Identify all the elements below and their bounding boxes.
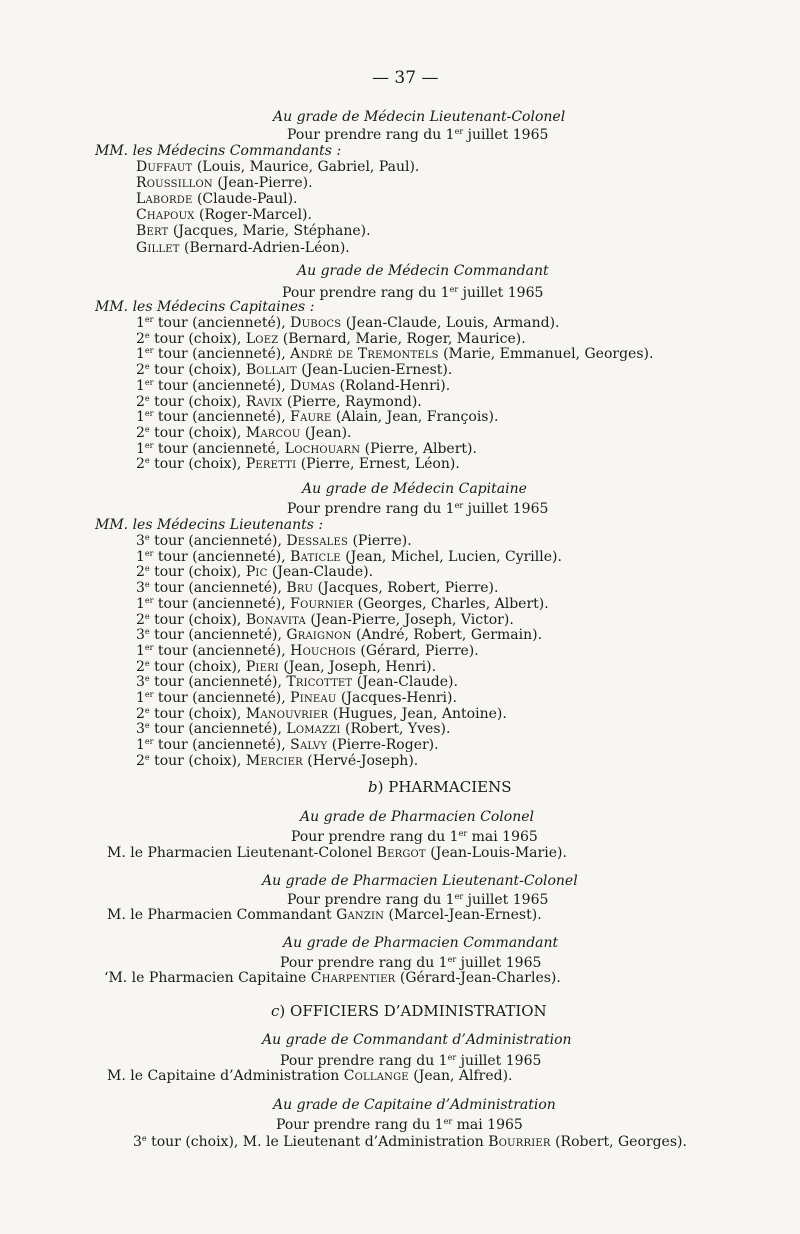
officer-name: Fournier xyxy=(290,595,354,612)
rank-ordinal: er xyxy=(447,1053,457,1062)
tour-number: 1 xyxy=(136,409,145,426)
rank-date: juillet 1965 xyxy=(463,127,549,143)
tour-ordinal: er xyxy=(144,377,154,387)
tour-number: 1 xyxy=(136,315,145,331)
section-label: ) PHARMACIENS xyxy=(377,778,512,796)
officer-details: (Hugues, Jean, Antoine). xyxy=(328,705,507,722)
rank-prefix: Pour prendre rang du 1 xyxy=(280,955,448,971)
rank-date: mai 1965 xyxy=(452,1117,523,1133)
officer-details: (André, Robert, Germain). xyxy=(351,627,543,644)
list-item xyxy=(136,240,350,256)
grade-heading: Au grade de Pharmacien Commandant xyxy=(283,935,559,951)
line-prefix: M. le Pharmacien Commandant xyxy=(107,907,337,923)
tour-ordinal: er xyxy=(144,346,154,356)
list-item xyxy=(136,564,373,580)
rank-ordinal: er xyxy=(454,127,464,136)
officer-name: Pineau xyxy=(290,690,337,706)
officer-name: Pic xyxy=(245,564,268,581)
tour-number: 2 xyxy=(136,658,145,675)
rank-line xyxy=(291,829,538,845)
tour-number: 2 xyxy=(136,362,145,379)
rank-date: juillet 1965 xyxy=(463,892,549,908)
officer-details: (Marie, Emmanuel, Georges). xyxy=(438,346,654,363)
officer-name: Marcou xyxy=(245,424,301,441)
section-heading xyxy=(368,779,511,795)
officer-name: Dubocs xyxy=(290,315,342,331)
officer-details: (Georges, Charles, Albert). xyxy=(353,595,549,612)
officer-details: (Pierre). xyxy=(348,533,412,549)
list-item xyxy=(136,441,477,457)
tour-number: 1 xyxy=(136,690,145,706)
promotion-line xyxy=(133,1134,687,1150)
officer-name: Lochouarn xyxy=(284,440,361,457)
list-item xyxy=(136,753,418,769)
list-item xyxy=(136,533,412,549)
tour-number: 1 xyxy=(136,548,145,565)
officer-name: Charpentier xyxy=(310,970,396,986)
rank-ordinal: er xyxy=(449,285,459,294)
officer-details: (Jean-Claude, Louis, Armand). xyxy=(341,315,560,331)
tour-number: 2 xyxy=(136,611,145,628)
tour-ordinal: e xyxy=(144,533,150,542)
section-letter: b xyxy=(368,778,378,796)
line-prefix: tour (choix), M. le Lieutenant d’Administration xyxy=(146,1134,489,1150)
officer-name: Graignon xyxy=(286,627,352,644)
tour-ordinal: er xyxy=(144,409,154,419)
officer-details: (Gérard, Pierre). xyxy=(355,642,479,659)
tour-number: 3 xyxy=(136,721,145,738)
officer-name: Bru xyxy=(286,580,314,597)
rank-date: juillet 1965 xyxy=(463,501,549,517)
tour-type: tour (ancienneté), xyxy=(153,690,291,706)
officer-details: (Jean-Pierre). xyxy=(212,175,313,192)
tour-type: tour (choix), xyxy=(149,705,246,722)
section-heading xyxy=(271,1003,547,1019)
tour-number: 2 xyxy=(136,705,145,722)
officer-name: Bert xyxy=(136,223,169,240)
officer-name: Roussillon xyxy=(136,175,213,192)
list-item xyxy=(136,737,439,753)
tour-ordinal: e xyxy=(144,721,150,731)
line-prefix: ‘M. le Pharmacien Capitaine xyxy=(104,970,311,986)
list-item xyxy=(136,223,371,239)
rank-line xyxy=(280,1053,541,1069)
tour-number: 3 xyxy=(136,533,145,549)
list-item xyxy=(136,331,526,347)
list-item xyxy=(136,191,298,207)
list-item xyxy=(136,627,542,643)
officer-details: (Hervé-Joseph). xyxy=(302,752,419,769)
officer-details: (Claude-Paul). xyxy=(192,191,298,208)
rank-prefix: Pour prendre rang du 1 xyxy=(276,1117,444,1133)
officer-name: Baticle xyxy=(290,548,341,565)
tour-ordinal: er xyxy=(144,595,154,605)
promotion-line xyxy=(104,970,561,986)
grade-heading: Au grade de Commandant d’Administration xyxy=(262,1032,572,1048)
tour-number: 2 xyxy=(136,330,145,347)
tour-type: tour (ancienneté), xyxy=(153,548,291,565)
tour-ordinal: er xyxy=(144,690,154,699)
tour-type: tour (ancienneté), xyxy=(153,409,291,426)
tour-type: tour (choix), xyxy=(149,564,246,581)
officer-details: (Jacques-Henri). xyxy=(336,690,457,706)
tour-type: tour (ancienneté), xyxy=(153,642,291,659)
tour-type: tour (ancienneté), xyxy=(149,627,287,644)
tour-ordinal: er xyxy=(144,548,154,558)
tour-ordinal: e xyxy=(144,752,150,762)
tour-number: 1 xyxy=(136,377,145,394)
list-item xyxy=(136,643,479,659)
list-intro: MM. les Médecins Lieutenants : xyxy=(95,517,324,533)
officer-details: (Pierre, Ernest, Léon). xyxy=(296,456,460,473)
line-suffix: (Jean-Louis-Marie). xyxy=(425,845,567,861)
rank-line xyxy=(287,892,548,908)
list-item xyxy=(136,346,653,362)
tour-type: tour (ancienneté), xyxy=(153,595,291,612)
list-item xyxy=(136,362,452,378)
officer-details: (Louis, Maurice, Gabriel, Paul). xyxy=(192,159,420,175)
list-item xyxy=(136,456,460,472)
rank-prefix: Pour prendre rang du 1 xyxy=(280,1053,448,1069)
promotion-line xyxy=(107,1068,513,1084)
line-suffix: (Gérard-Jean-Charles). xyxy=(395,970,561,986)
list-item xyxy=(136,315,560,331)
promotion-line xyxy=(107,907,542,923)
tour-number: 2 xyxy=(136,424,145,441)
tour-type: tour (choix), xyxy=(149,362,246,379)
officer-name: André de Tremontels xyxy=(290,346,439,363)
list-item xyxy=(136,549,562,565)
tour-type: tour (choix), xyxy=(149,752,246,769)
line-prefix: M. le Pharmacien Lieutenant-Colonel xyxy=(107,845,377,861)
rank-line xyxy=(280,955,541,971)
grade-heading: Au grade de Médecin Commandant xyxy=(297,263,549,279)
list-item xyxy=(136,159,419,175)
rank-prefix: Pour prendre rang du 1 xyxy=(287,127,455,143)
section-letter: c xyxy=(271,1002,280,1020)
tour-number: 1 xyxy=(136,642,145,659)
rank-date: juillet 1965 xyxy=(458,285,544,301)
officer-name: Dumas xyxy=(290,377,336,394)
tour-number: 3 xyxy=(136,674,145,691)
officer-details: (Jean). xyxy=(300,424,352,441)
list-item xyxy=(136,425,351,441)
officer-details: (Jacques, Robert, Pierre). xyxy=(313,580,499,597)
officer-name: Duffaut xyxy=(136,159,193,175)
tour-type: tour (choix), xyxy=(149,393,246,410)
officer-name: Bourrier xyxy=(488,1134,551,1150)
officer-name: Chapoux xyxy=(136,207,195,224)
officer-name: Salvy xyxy=(290,737,328,754)
tour-type: tour (choix), xyxy=(149,456,246,473)
tour-ordinal: e xyxy=(144,705,150,715)
rank-ordinal: er xyxy=(454,892,464,901)
list-item xyxy=(136,207,312,223)
page-number: — 37 — xyxy=(372,68,439,88)
tour-type: tour (choix), xyxy=(149,658,246,675)
rank-prefix: Pour prendre rang du 1 xyxy=(287,501,455,517)
officer-name: Manouvrier xyxy=(245,705,329,722)
tour-number: 3 xyxy=(136,627,145,644)
list-item xyxy=(136,596,549,612)
officer-details: (Jean-Claude). xyxy=(352,674,458,691)
tour-ordinal: e xyxy=(144,658,150,668)
officer-name: Houchois xyxy=(290,642,356,659)
list-item xyxy=(136,706,507,722)
tour-number: 1 xyxy=(136,595,145,612)
section-label: ) OFFICIERS D’ADMINISTRATION xyxy=(279,1002,547,1020)
officer-details: (Jean-Claude). xyxy=(267,564,374,581)
tour-ordinal: e xyxy=(144,456,150,466)
officer-name: Loez xyxy=(245,330,279,347)
officer-name: Pieri xyxy=(245,658,279,675)
grade-heading: Au grade de Médecin Lieutenant-Colonel xyxy=(273,109,566,125)
tour-number: 1 xyxy=(136,346,145,363)
line-suffix: (Marcel-Jean-Ernest). xyxy=(384,907,542,923)
tour-type: tour (ancienneté), xyxy=(149,533,287,549)
tour-number: 1 xyxy=(136,440,145,457)
officer-details: (Bernard-Adrien-Léon). xyxy=(179,239,350,256)
tour-ordinal: er xyxy=(144,315,154,324)
officer-name: Gillet xyxy=(136,239,180,256)
rank-line xyxy=(276,1117,523,1133)
tour-type: tour (ancienneté), xyxy=(149,580,287,597)
officer-details: (Jean-Pierre, Joseph, Victor). xyxy=(305,611,514,628)
officer-details: (Robert, Yves). xyxy=(340,721,451,738)
promotion-line xyxy=(107,845,567,861)
tour-number: 1 xyxy=(136,737,145,754)
list-item xyxy=(136,394,422,410)
tour-ordinal: e xyxy=(144,564,150,574)
tour-type: tour (ancienneté), xyxy=(153,346,291,363)
officer-details: (Jean, Michel, Lucien, Cyrille). xyxy=(340,548,562,565)
list-item xyxy=(136,674,458,690)
officer-details: (Pierre-Roger). xyxy=(327,737,439,754)
tour-ordinal: e xyxy=(144,393,150,403)
list-item xyxy=(136,175,313,191)
officer-details: (Pierre, Raymond). xyxy=(282,393,422,410)
list-item xyxy=(136,690,457,706)
officer-name: Lomazzi xyxy=(286,721,341,738)
officer-details: (Pierre, Albert). xyxy=(360,440,477,457)
line-suffix: (Robert, Georges). xyxy=(550,1134,687,1150)
rank-line xyxy=(282,285,543,301)
officer-name: Mercier xyxy=(245,752,303,769)
tour-number: 2 xyxy=(136,393,145,410)
officer-name: Ganzin xyxy=(336,907,385,923)
list-item xyxy=(136,580,498,596)
officer-name: Peretti xyxy=(245,456,297,473)
grade-heading: Au grade de Capitaine d’Administration xyxy=(273,1097,556,1113)
tour-ordinal: e xyxy=(144,330,150,340)
grade-heading: Au grade de Pharmacien Colonel xyxy=(300,809,534,825)
list-item xyxy=(136,612,514,628)
tour-ordinal: e xyxy=(144,674,150,684)
grade-heading: Au grade de Médecin Capitaine xyxy=(302,481,527,497)
line-suffix: (Jean, Alfred). xyxy=(408,1068,513,1084)
officer-details: (Jean-Lucien-Ernest). xyxy=(296,362,453,379)
rank-date: juillet 1965 xyxy=(456,1053,542,1069)
list-item xyxy=(136,659,436,675)
list-intro: MM. les Médecins Commandants : xyxy=(95,143,342,159)
tour-ordinal: e xyxy=(144,424,150,434)
tour-number: 2 xyxy=(136,752,145,769)
officer-name: Ravix xyxy=(245,393,283,410)
tour-ordinal: e xyxy=(144,627,150,637)
officer-details: (Roland-Henri). xyxy=(335,377,451,394)
tour-ordinal: er xyxy=(144,737,154,747)
tour-type: tour (choix), xyxy=(149,424,246,441)
tour-type: tour (ancienneté), xyxy=(153,377,291,394)
tour-type: tour (choix), xyxy=(149,330,246,347)
list-item xyxy=(136,721,450,737)
rank-prefix: Pour prendre rang du 1 xyxy=(291,829,459,845)
tour-ordinal: e xyxy=(144,611,150,621)
tour-number: 2 xyxy=(136,564,145,581)
officer-name: Bollait xyxy=(245,362,297,379)
officer-name: Dessales xyxy=(286,533,349,549)
officer-name: Bergot xyxy=(376,845,426,861)
tour-ordinal: er xyxy=(144,440,154,450)
officer-details: (Bernard, Marie, Roger, Maurice). xyxy=(278,330,526,347)
officer-name: Tricottet xyxy=(286,674,353,691)
rank-ordinal: er xyxy=(447,955,457,964)
rank-prefix: Pour prendre rang du 1 xyxy=(282,285,450,301)
rank-line xyxy=(287,127,548,143)
tour-type: tour (choix), xyxy=(149,611,246,628)
officer-name: Bonavita xyxy=(245,611,306,628)
rank-ordinal: er xyxy=(443,1117,453,1126)
officer-name: Collange xyxy=(343,1068,409,1084)
officer-details: (Roger-Marcel). xyxy=(194,207,312,224)
officer-name: Laborde xyxy=(136,191,193,208)
list-item xyxy=(136,409,498,425)
rank-date: mai 1965 xyxy=(467,829,538,845)
officer-details: (Alain, Jean, François). xyxy=(331,409,499,426)
tour-ordinal: e xyxy=(144,362,150,372)
tour-type: tour (ancienneté), xyxy=(153,737,291,754)
rank-prefix: Pour prendre rang du 1 xyxy=(287,892,455,908)
list-item xyxy=(136,378,450,394)
tour-number: 2 xyxy=(136,456,145,473)
tour-type: tour (ancienneté), xyxy=(149,674,287,691)
tour-type: tour (ancienneté), xyxy=(149,721,287,738)
tour-type: tour (ancienneté, xyxy=(153,440,285,457)
officer-name: Faure xyxy=(290,409,332,426)
list-intro: MM. les Médecins Capitaines : xyxy=(95,299,315,315)
tour-ordinal: e xyxy=(144,580,150,590)
grade-heading: Au grade de Pharmacien Lieutenant-Colonel xyxy=(262,873,578,889)
tour-number: 3 xyxy=(136,580,145,597)
tour-type: tour (ancienneté), xyxy=(153,315,291,331)
line-prefix: M. le Capitaine d’Administration xyxy=(107,1068,344,1084)
tour-ordinal: er xyxy=(144,642,154,652)
tour-number: 3 xyxy=(133,1134,142,1150)
officer-details: (Jean, Joseph, Henri). xyxy=(278,658,437,675)
rank-ordinal: er xyxy=(454,501,464,510)
rank-ordinal: er xyxy=(458,829,468,838)
officer-details: (Jacques, Marie, Stéphane). xyxy=(168,223,371,240)
rank-date: juillet 1965 xyxy=(456,955,542,971)
tour-ordinal: e xyxy=(141,1134,147,1143)
rank-line xyxy=(287,501,548,517)
